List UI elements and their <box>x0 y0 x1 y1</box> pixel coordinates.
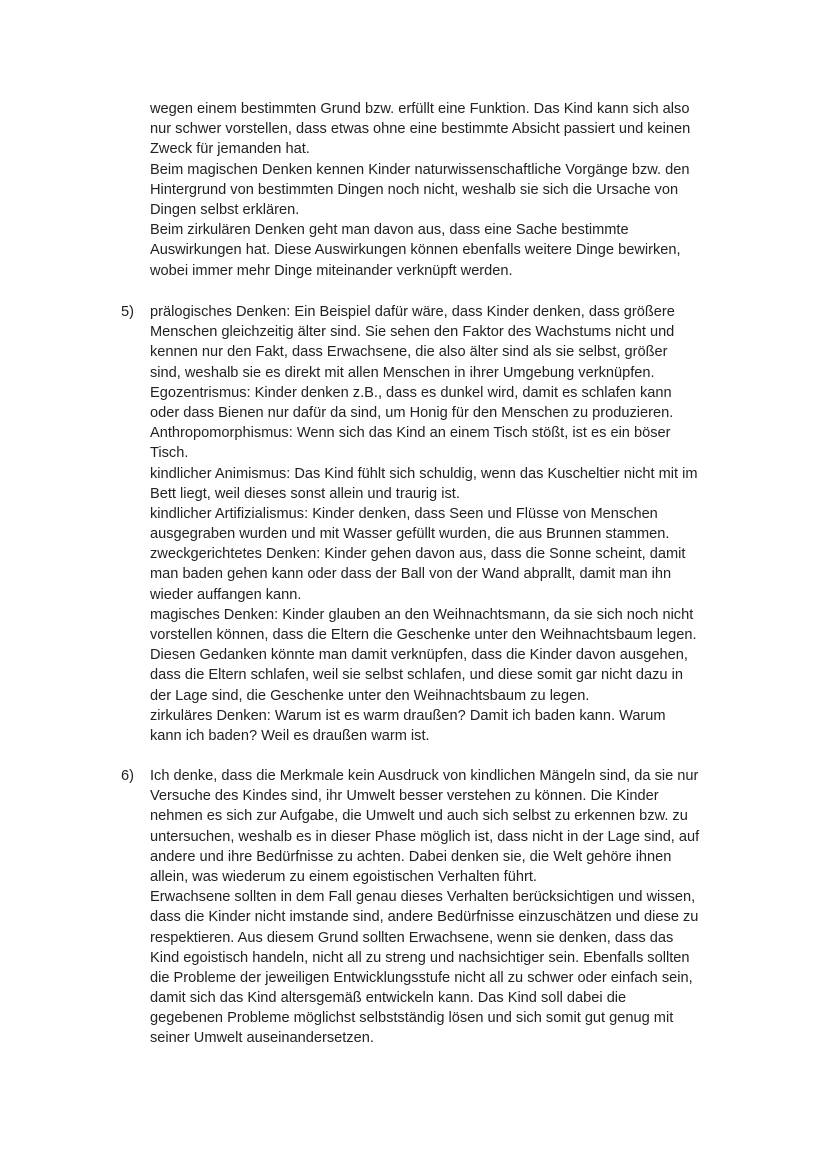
text-line: kindlicher Artifizialismus: Kinder denken, dass Seen und Flüsse von Menschen <box>150 505 658 522</box>
text-line: kindlicher Animismus: Das Kind fühlt sich schuldig, wenn das Kuscheltier nicht mit im <box>150 465 698 482</box>
text-line: ausgegraben wurden und mit Wasser gefüllt wurden, die aus Brunnen stammen. <box>150 526 670 543</box>
text-line: andere und ihre Bedürfnisse zu achten. Dabei denken sie, die Welt gehöre ihnen <box>150 848 672 865</box>
text-line: Kind egoistisch handeln, nicht all zu streng und nachsichtiger sein. Ebenfalls sollten <box>150 949 690 966</box>
text-line: Erwachsene sollten in dem Fall genau dieses Verhalten berücksichtigen und wissen, <box>150 889 696 906</box>
text-line: respektieren. Aus diesem Grund sollten Erwachsene, wenn sie denken, dass das <box>150 929 674 946</box>
text-line: prälogisches Denken: Ein Beispiel dafür wäre, dass Kinder denken, dass größere <box>150 304 675 320</box>
intro-paragraph <box>150 99 740 281</box>
text-line: Menschen gleichzeitig älter sind. Sie sehen den Faktor des Wachstums nicht und <box>150 324 675 341</box>
text-line: Bett liegt, weil dieses sonst allein und traurig ist. <box>150 485 460 502</box>
text-line: Dingen selbst erklären. <box>150 201 300 218</box>
text-line: vorstellen können, dass die Eltern die Geschenke unter den Weihnachtsbaum legen. <box>150 627 697 643</box>
text-line: Anthropomorphismus: Wenn sich das Kind an einem Tisch stößt, ist es ein böser <box>150 425 671 442</box>
text-line: Beim zirkulären Denken geht man davon aus, dass eine Sache bestimmte <box>150 222 629 239</box>
text-line: man baden gehen kann oder dass der Ball von der Wand abprallt, damit man ihn <box>150 566 672 583</box>
text-line: wegen einem bestimmten Grund bzw. erfüllt eine Funktion. Das Kind kann sich also <box>150 101 690 117</box>
text-line: die Probleme der jeweiligen Entwicklungsstufe nicht all zu schwer oder einfach sein, <box>150 969 693 986</box>
text-line: Hintergrund von bestimmten Dingen noch nicht, weshalb sie sich die Ursache von <box>150 181 679 198</box>
text-line: untersuchen, weshalb es in dieser Phase möglich ist, dass nicht in der Lage sind, auf <box>150 828 700 845</box>
text-line: Tisch. <box>150 445 189 462</box>
text-line: magisches Denken: Kinder glauben an den Weihnachtsmann, da sie sich noch nicht <box>150 606 694 623</box>
text-line: allein, was wiederum zu einem egoistischen Verhalten führt. <box>150 868 537 885</box>
text-line: Beim magischen Denken kennen Kinder naturwissenschaftliche Vorgänge bzw. den <box>150 161 690 178</box>
text-line: zweckgerichtetes Denken: Kinder gehen davon aus, dass die Sonne scheint, damit <box>150 546 686 563</box>
text-line: nur schwer vorstellen, dass etwas ohne eine bestimmte Absicht passiert und keinen <box>150 121 691 138</box>
text-line: Zweck für jemanden hat. <box>150 141 310 158</box>
answer-6-paragraph <box>150 766 740 1049</box>
answer-5-paragraph <box>150 302 740 746</box>
text-line: seiner Umwelt auseinandersetzen. <box>150 1030 374 1047</box>
text-line: dass die Kinder nicht imstande sind, andere Bedürfnisse einzuschätzen und diese zu <box>150 909 699 926</box>
answer-5-number: 5) <box>121 304 134 320</box>
text-line: zirkuläres Denken: Warum ist es warm draußen? Damit ich baden kann. Warum <box>150 707 666 724</box>
text-line: wieder auffangen kann. <box>150 586 302 603</box>
text-line: Auswirkungen hat. Diese Auswirkungen können ebenfalls weitere Dinge bewirken, <box>150 242 681 259</box>
text-line: Egozentrismus: Kinder denken z.B., dass es dunkel wird, damit es schlafen kann <box>150 384 672 401</box>
text-line: kennen nur den Fakt, dass Erwachsene, die also älter sind als sie selbst, größer <box>150 344 668 361</box>
text-line: sind, weshalb sie es direkt mit allen Menschen in ihrer Umgebung verknüpfen. <box>150 364 655 381</box>
text-line: wobei immer mehr Dinge miteinander verknüpft werden. <box>150 262 513 279</box>
text-line: Versuche des Kindes sind, ihr Umwelt besser verstehen zu können. Die Kinder <box>150 788 659 805</box>
text-line: damit sich das Kind altersgemäß entwickeln kann. Das Kind soll dabei die <box>150 990 627 1007</box>
text-line: Ich denke, dass die Merkmale kein Ausdruck von kindlichen Mängeln sind, da sie nur <box>150 768 699 784</box>
text-line: kann ich baden? Weil es draußen warm ist. <box>150 727 430 744</box>
text-line: nehmen es sich zur Aufgabe, die Umwelt und auch sich selbst zu erkennen bzw. zu <box>150 808 688 825</box>
text-line: oder dass Bienen nur dafür da sind, um Honig für den Menschen zu produzieren. <box>150 404 674 421</box>
text-line: der Lage sind, die Geschenke unter den Weihnachtsbaum zu legen. <box>150 687 590 704</box>
answer-6-number: 6) <box>121 768 134 784</box>
text-line: Diesen Gedanken könnte man damit verknüpfen, dass die Kinder davon ausgehen, <box>150 647 688 664</box>
text-line: gegebenen Probleme möglichst selbstständig lösen und sich somit gut genug mit <box>150 1010 674 1027</box>
text-line: dass die Eltern schlafen, weil sie selbst schlafen, und diese somit gar nicht dazu in <box>150 667 683 684</box>
